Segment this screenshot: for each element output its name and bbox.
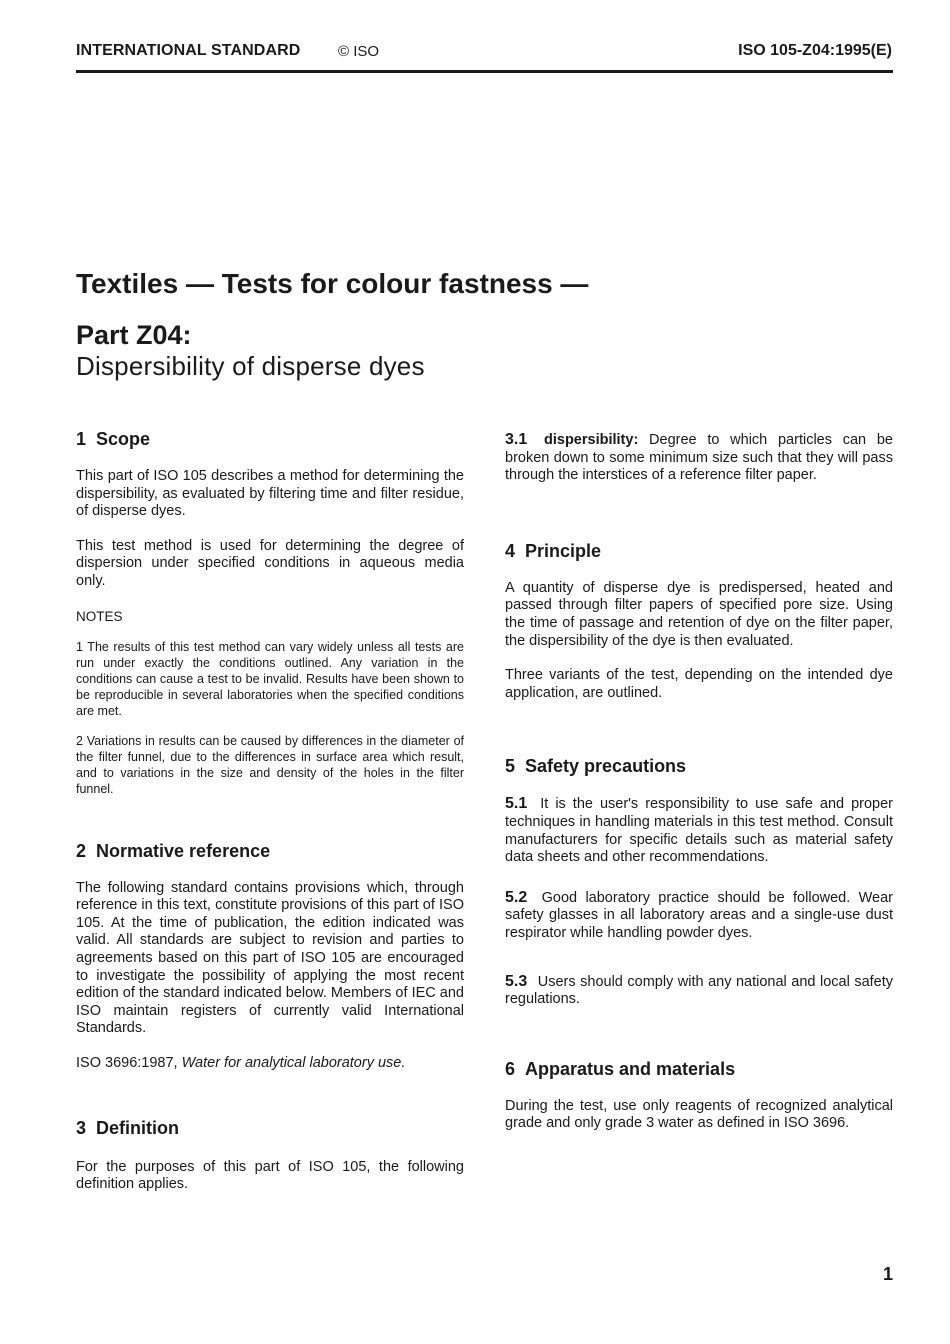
section-number: 4 [505, 540, 516, 561]
section-title: Safety precautions [525, 756, 687, 777]
section-definition-heading [76, 1118, 464, 1139]
clause-number: 5.3 [505, 972, 528, 990]
apparatus-paragraph: During the test, use only reagents of recognized analytical grade and only grade 3 water as defined in ISO 3696. [505, 1097, 893, 1132]
header-copyright: © ISO [338, 43, 380, 60]
principle-paragraph-2: Three variants of the test, depending on the intended dye application, are outlined. [505, 667, 893, 701]
safety-5-3 [505, 973, 893, 1009]
section-number: 3 [76, 1117, 87, 1138]
document-title: Textiles — Tests for colour fastness — [76, 268, 589, 299]
normative-paragraph: The following standard contains provisions which, through reference in this text, constitute provisions of this part of ISO 105. At the time of publication, the edition indicated was valid. All standards are subject to revision and parties to agreements based on this part of ISO 105 are encouraged to investigate the possibility of applying the most recent edition of the standard indicated below. Members of IEC and ISO maintain registers of currently valid International Standards. [76, 879, 464, 1037]
page-number: 1 [882, 1264, 893, 1284]
definition-paragraph: For the purposes of this part of ISO 105, the following definition applies. [76, 1158, 464, 1193]
section-number: 6 [505, 1058, 516, 1079]
scope-paragraph-2: This test method is used for determining the degree of dispersion under specified conditions in aqueous media only. [76, 537, 464, 589]
header-rule [76, 70, 893, 73]
scope-paragraph-1: This part of ISO 105 describes a method for determining the dispersibility, as evaluated by filtering time and filter residue, of disperse dyes. [76, 468, 464, 520]
header-document-id: ISO 105-Z04:1995(E) [738, 42, 892, 59]
clause-text: Good laboratory practice should be followed. Wear safety glasses in all laboratory areas and a single-use dust respirator while handling powder dyes. [505, 889, 894, 941]
section-number: 5 [505, 756, 516, 777]
section-apparatus-heading [505, 1059, 893, 1080]
principle-paragraph-1: A quantity of disperse dye is predispersed, heated and passed through filter papers of specified pore size. Using the time of passage and retention of dye on the filter paper, the dispersibility of the dye is then evaluated. [505, 579, 893, 649]
definition-text: Degree to which particles can be broken down to some minimum size such that they will pass through the interstices of a reference filter paper. [505, 432, 893, 484]
clause-number: 3.1 [505, 431, 528, 448]
section-title: Definition [96, 1117, 180, 1138]
safety-5-2 [505, 889, 893, 943]
section-principle-heading [505, 541, 893, 562]
document-part: Part Z04: [76, 320, 192, 350]
clause-number: 5.1 [505, 795, 528, 813]
document-subtitle: Dispersibility of disperse dyes [76, 351, 425, 381]
right-column [505, 429, 893, 1133]
section-safety-heading [505, 756, 893, 777]
defined-term: dispersibility: [544, 432, 639, 448]
header-standard-label: INTERNATIONAL STANDARD [76, 42, 301, 59]
section-normative-heading [76, 841, 464, 862]
section-number: 1 [76, 429, 87, 449]
definition-3-1 [505, 431, 893, 485]
normative-reference [76, 1055, 464, 1073]
note-2: 2 Variations in results can be caused by differences in the diameter of the filter funnel, due to the differences in surface area which result, and to variations in the size and density of the holes in the filter funnel. [76, 733, 464, 796]
section-scope-heading [76, 429, 464, 450]
note-1: 1 The results of this test method can vary widely unless all tests are run under exactly the conditions outlined. Any variation in the conditions can cause a test to be invalid. Results have been shown to be reproducible in several laboratories when the specified conditions are met. [76, 639, 464, 718]
safety-5-1 [505, 795, 893, 866]
notes-label: NOTES [76, 608, 123, 624]
section-title: Normative reference [96, 840, 271, 861]
left-column [76, 429, 464, 1194]
section-title: Apparatus and materials [525, 1058, 736, 1079]
reference-id: ISO 3696:1987, [76, 1054, 178, 1071]
section-title: Principle [525, 540, 602, 561]
clause-text: It is the user's responsibility to use safe and proper techniques in handling materials in this test method. Consult manufacturers for specific details such as material safety data sheets and other recommendations. [505, 796, 894, 866]
clause-text: Users should comply with any national and local safety regulations. [505, 973, 894, 1008]
section-number: 2 [76, 840, 87, 861]
section-title: Scope [96, 429, 151, 449]
clause-number: 5.2 [505, 888, 528, 906]
reference-title: Water for analytical laboratory use. [181, 1054, 406, 1071]
